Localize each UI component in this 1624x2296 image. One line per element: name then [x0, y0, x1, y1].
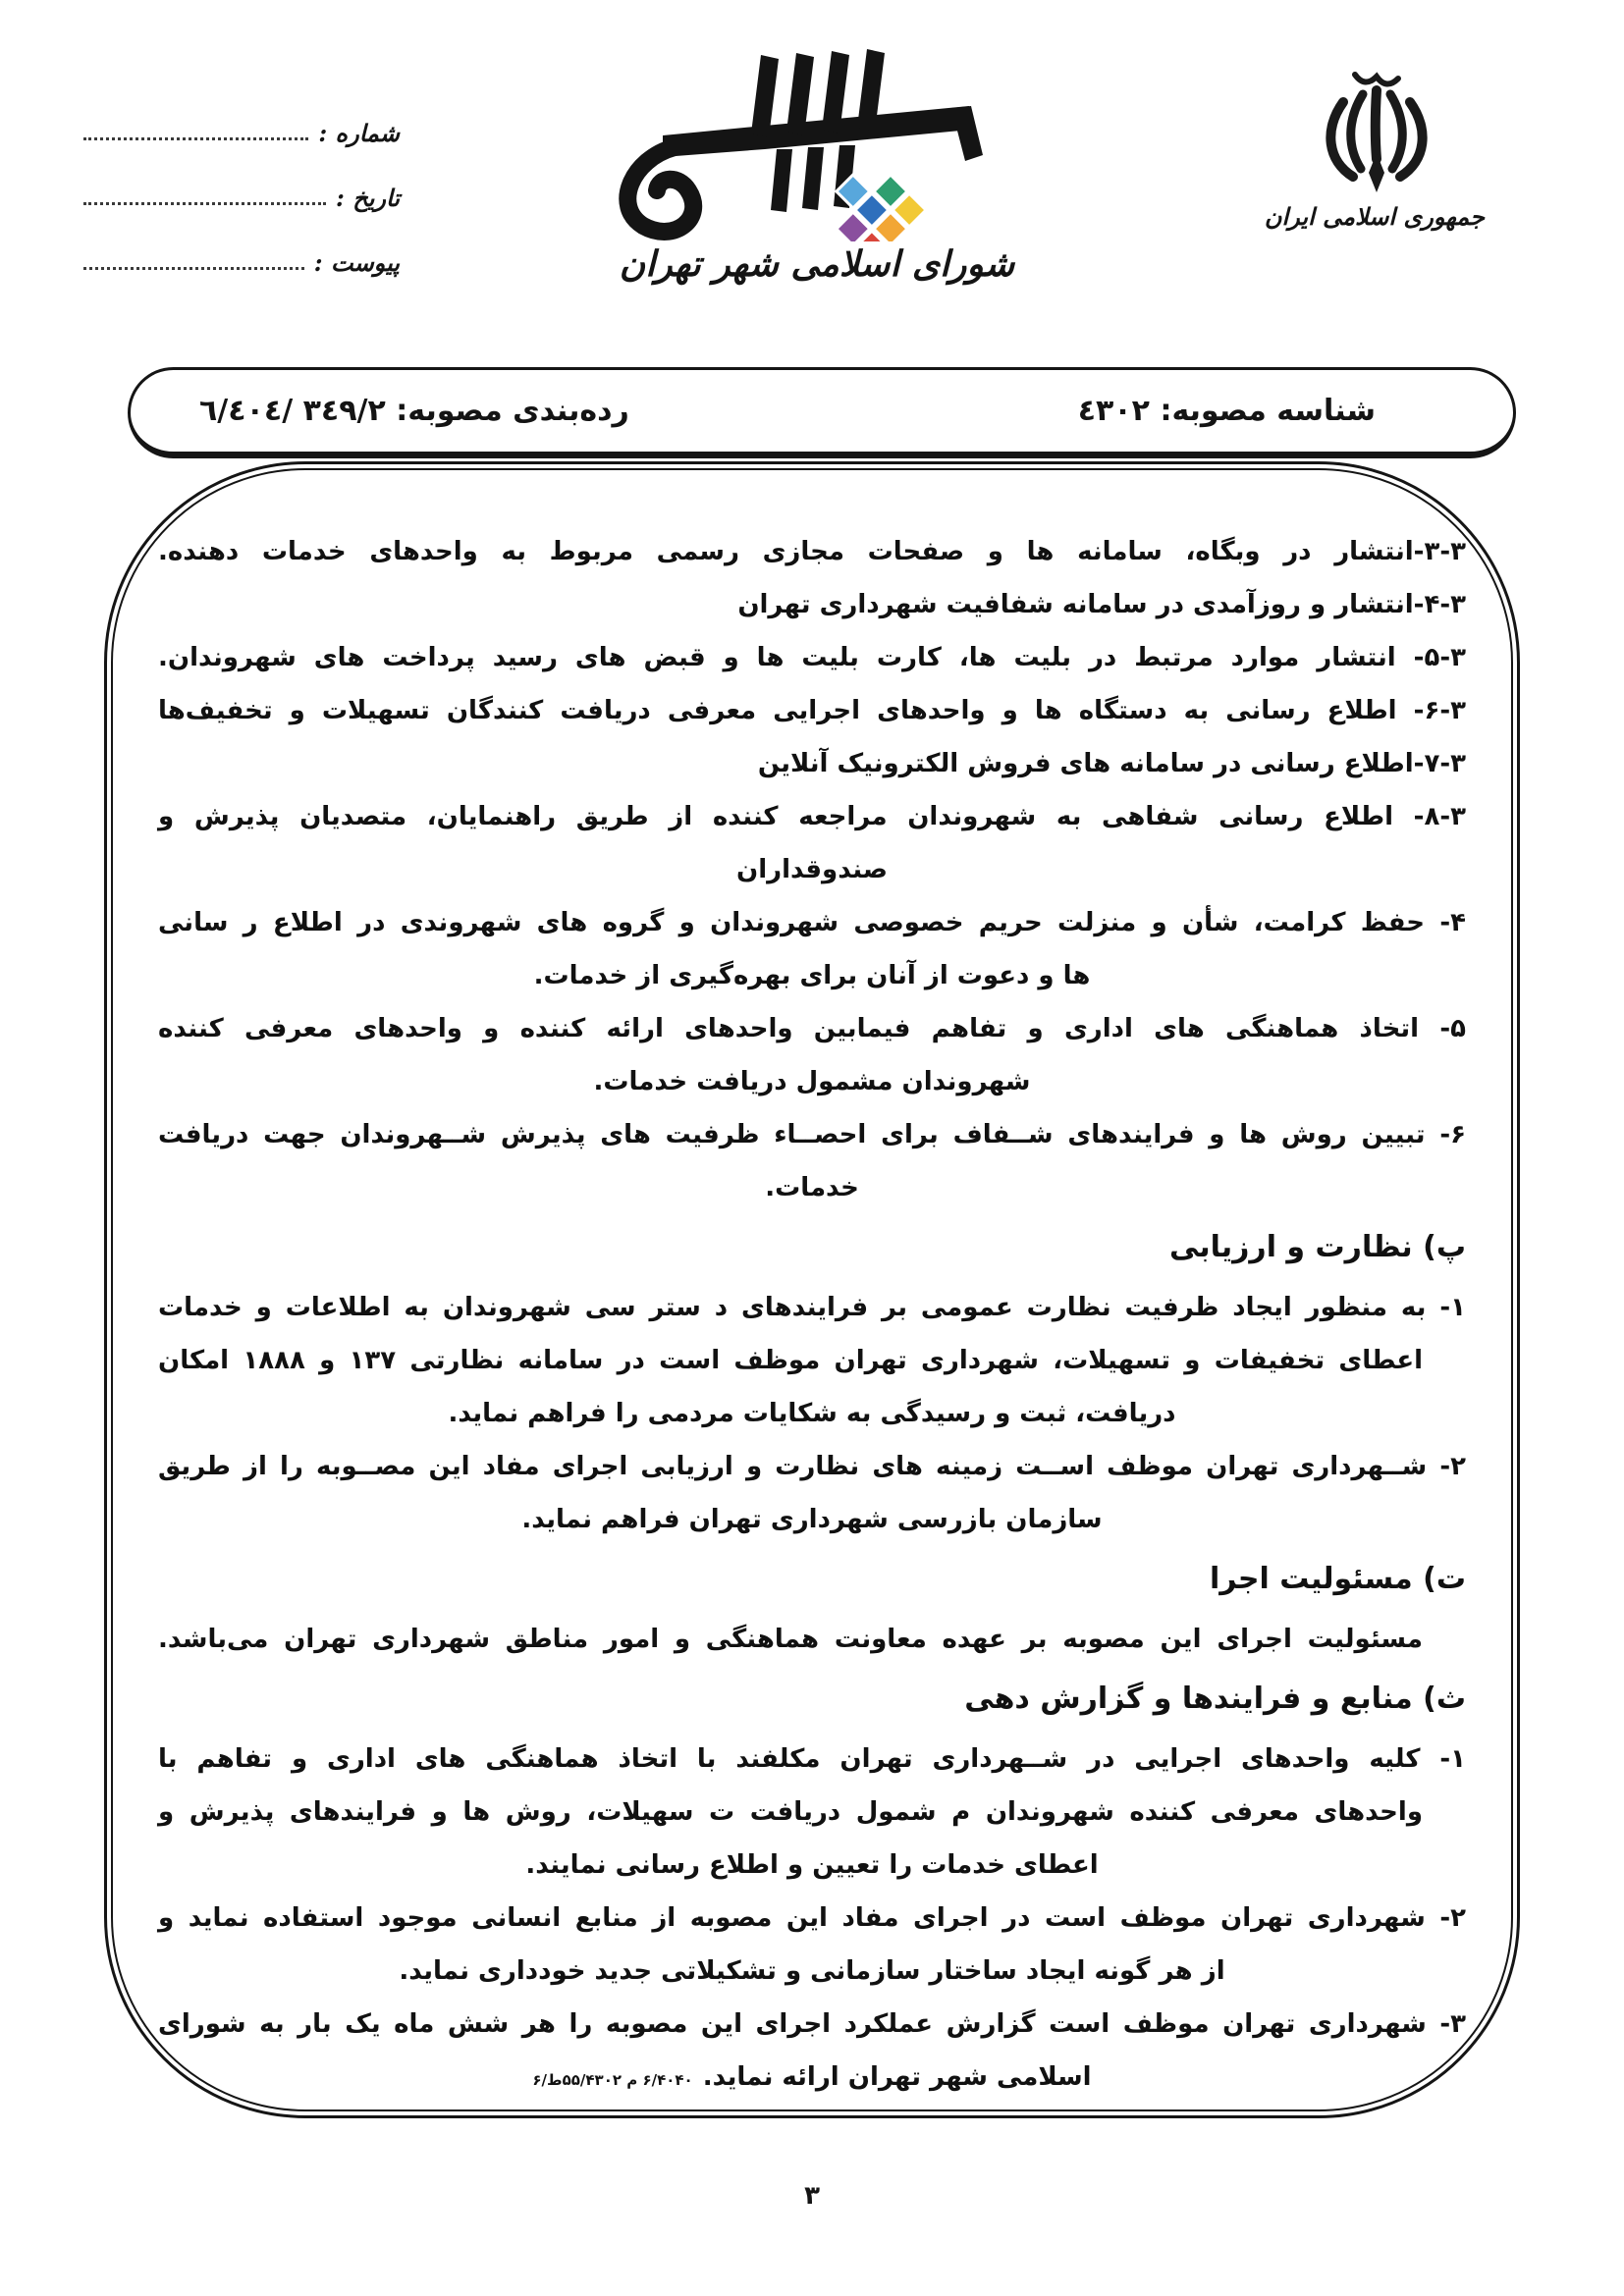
body-line: واحدهای معرفی کننده شهروندان م شمول دریافت ت سهیلات، روش ها و فرایندهای پذیرش و [158, 1797, 1423, 1827]
page-number: ۳ [804, 2181, 820, 2211]
body-line: اعطای تخفیفات و تسهیلات، شهرداری تهران موظف است در سامانه نظارتی ۱۳۷ و ۱۸۸۸ امکان [158, 1346, 1423, 1375]
letterhead-field-label: پیوست : [313, 248, 400, 277]
section-heading: ث) منابع و فرایندها و گزارش دهی [964, 1682, 1466, 1716]
dotted-fill-line [83, 128, 308, 140]
document-body [111, 468, 1513, 2111]
reference-note: ۶/ط۵۵/۴۳۰۲ م ۶/۴۰۴۰ [532, 2071, 693, 2089]
body-line: ۵-۳- انتشار موارد مرتبط در بلیت ها، کارت بلیت ها و قبض های رسید پرداخت های شهروندان. [158, 643, 1466, 672]
body-line: اعطای خدمات را تعیین و اطلاع رسانی نمایند. [525, 1850, 1099, 1880]
body-line: ۱- کلیه واحدهای اجرایی در شــهرداری تهران مکلفند با اتخاذ هماهنگی های اداری و تفاهم با [158, 1744, 1466, 1774]
resolution-classification: رده‌بندی مصوبه: ٣٤٩/٢ /٦/٤٠٤ [199, 394, 629, 428]
body-line: ۸-۳- اطلاع رسانی شفاهی به شهروندان مراجعه کننده از طریق راهنمایان، متصدیان پذیرش و [158, 802, 1466, 831]
body-line: ها و دعوت از آنان برای بهره‌گیری از خدمات. [533, 961, 1091, 990]
body-line: خدمات. [765, 1173, 859, 1202]
body-line: ۷-۳-اطلاع رسانی در سامانه های فروش الکترونیک آنلاین [757, 749, 1466, 778]
body-line: دریافت، ثبت و رسیدگی به شکایات مردمی را فراهم نماید. [448, 1399, 1176, 1428]
resolution-header-bar [128, 367, 1516, 458]
body-line: ۴- حفظ کرامت، شأن و منزلت حریم خصوصی شهروندان و گروه های شهروندی در اطلاع ر سانی [158, 908, 1466, 937]
body-line: ۳-۳-انتشار در وبگاه، سامانه ها و صفحات مجازی رسمی مربوط به واحدهای خدمات دهنده. [158, 537, 1466, 566]
letterhead-field-row [83, 147, 400, 212]
resolution-id: شناسه مصوبه: ٤٣٠٢ [1077, 394, 1376, 428]
section-heading: پ) نظارت و ارزیابی [1169, 1230, 1466, 1264]
body-line: ۱- به منظور ایجاد ظرفیت نظارت عمومی بر فرایندهای د ستر سی شهروندان به اطلاعات و خدمات [158, 1293, 1466, 1322]
body-line: از هر گونه ایجاد ساختار سازمانی و تشکیلاتی جدید خودداری نماید. [399, 1956, 1225, 1986]
dotted-fill-line [83, 257, 304, 270]
section-heading: ت) مسئولیت اجرا [1209, 1562, 1466, 1596]
letterhead-field-row [83, 82, 400, 147]
letterhead-field-label: شماره : [318, 119, 400, 147]
letterhead-fields [83, 82, 400, 277]
dotted-fill-line [83, 192, 326, 205]
body-line: ۳- شهرداری تهران موظف است گزارش عملکرد اجرای این مصوبه را هر شش ماه یک بار به شورای [158, 2009, 1466, 2039]
letterhead-field-label: تاریخ : [336, 184, 400, 212]
body-line: سازمان بازرسی شهرداری تهران فراهم نماید. [521, 1505, 1103, 1534]
council-logo [596, 45, 1038, 285]
document-body-frame [104, 461, 1520, 2118]
body-line: ۶-۳- اطلاع رسانی به دستگاه ها و واحدهای اجرایی معرفی دریافت کنندگان تسهیلات و تخفیف‌ها [158, 696, 1466, 725]
letterhead-field-row [83, 212, 400, 277]
body-line: ۶- تبیین روش ها و فرایندهای شــفاف برای احصــاء ظرفیت های پذیرش شــهروندان جهت دریافت [158, 1120, 1466, 1149]
body-line: ۲- شــهرداری تهران موظف اســت زمینه های نظارت و ارزیابی اجرای مفاد این مصــوبه را از طریق [158, 1452, 1466, 1481]
body-line: ۵- اتخاذ هماهنگی های اداری و تفاهم فیمابین واحدهای ارائه کننده و واحدهای معرفی کننده [158, 1014, 1466, 1043]
body-line: مسئولیت اجرای این مصوبه بر عهده معاونت هماهنگی و امور مناطق شهرداری تهران می‌باشد. [158, 1625, 1423, 1654]
body-line: اسلامی شهر تهران ارائه نماید.۶/ط۵۵/۴۳۰۲ م ۶/۴۰۴۰ [532, 2062, 1092, 2092]
iran-emblem-icon [1269, 61, 1485, 198]
national-emblem [1264, 61, 1485, 231]
council-logo-icon [596, 45, 1038, 241]
body-line: شهروندان مشمول دریافت خدمات. [593, 1067, 1031, 1096]
body-line: صندوقداران [736, 855, 888, 884]
council-logo-caption: شورای اسلامی شهر تهران [619, 243, 1015, 285]
national-emblem-caption: جمهوری اسلامی ایران [1264, 202, 1485, 231]
body-line: ۲- شهرداری تهران موظف است در اجرای مفاد این مصوبه از منابع انسانی موجود استفاده نماید و [158, 1903, 1466, 1933]
body-line: ۴-۳-انتشار و روزآمدی در سامانه شفافیت شهرداری تهران [737, 590, 1466, 619]
